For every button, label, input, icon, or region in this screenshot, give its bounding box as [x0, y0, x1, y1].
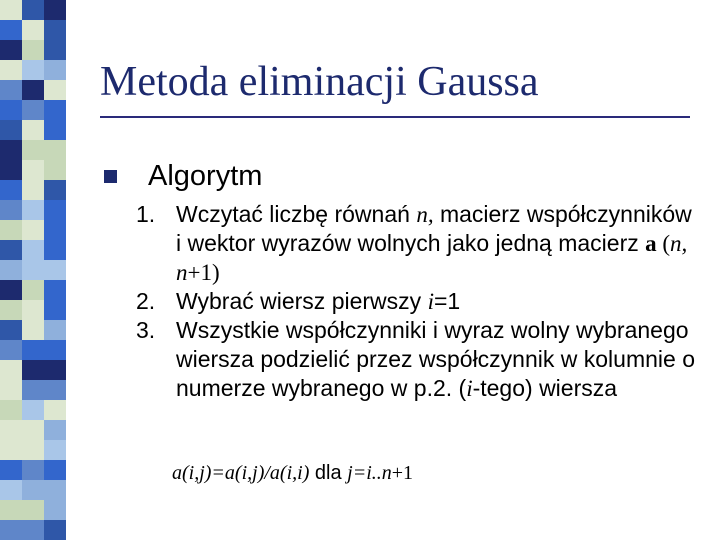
item-number: 3. — [136, 317, 156, 343]
list-item — [136, 316, 696, 403]
item-text: Wczytać liczbę równań n, macierz współczynników i wektor wyrazów wolnych jako jedną macierz a (n, n+1) — [176, 201, 692, 285]
list-item — [136, 287, 696, 316]
bullet-heading: Algorytm — [148, 160, 263, 192]
item-text: Wszystkie współczynniki i wyraz wolny wybranego wiersza podzielić przez współczynnik w kolumnie o numerze wybranego w p.2. (i-tego) wiersza — [176, 317, 695, 401]
formula-line: a(i,j)=a(i,j)/a(i,i) dla j=i..n+1 — [172, 462, 414, 484]
slide-title: Metoda eliminacji Gaussa — [100, 59, 539, 105]
title-divider — [100, 116, 690, 118]
list-item — [136, 200, 696, 287]
square-bullet-icon — [104, 170, 117, 183]
item-number: 1. — [136, 201, 156, 227]
item-number: 2. — [136, 288, 156, 314]
decorative-stripe — [0, 0, 66, 540]
numbered-list — [136, 200, 696, 403]
item-text: Wybrać wiersz pierwszy i=1 — [176, 288, 461, 314]
